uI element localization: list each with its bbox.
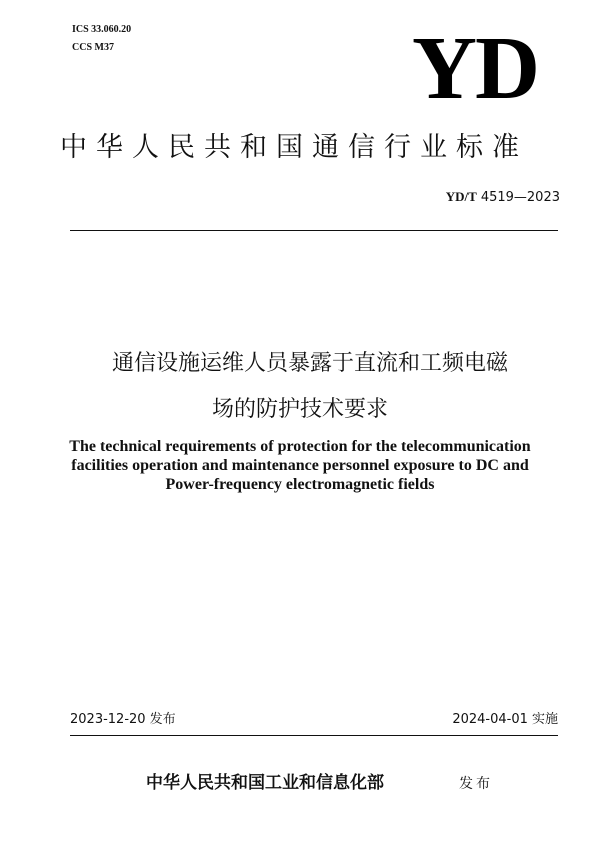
- ics-code: ICS 33.060.20: [72, 24, 132, 35]
- standard-number-prefix: YD/T: [445, 189, 477, 204]
- top-divider: [70, 230, 558, 231]
- english-title-line-2: facilities operation and maintenance personnel exposure to DC and: [71, 457, 529, 474]
- issue-label: 发布: [459, 776, 493, 792]
- english-title: [0, 437, 600, 494]
- chinese-title-line-1: 通信设施运维人员暴露于直流和工频电磁: [111, 351, 508, 376]
- standard-category-title: 中华人民共和国通信行业标准: [60, 132, 528, 163]
- english-title-line-3: Power-frequency electromagnetic fields: [165, 476, 435, 493]
- implementation-date: 2024-04-01 实施: [452, 712, 558, 727]
- publication-date: 2023-12-20 发布: [70, 712, 176, 727]
- bottom-divider: [70, 735, 558, 736]
- chinese-title-line-2: 场的防护技术要求: [211, 397, 388, 422]
- english-title-line-1: The technical requirements of protection for the telecommunication: [69, 438, 531, 455]
- issuing-authority: 中华人民共和国工业和信息化部: [146, 773, 384, 793]
- standard-number: [446, 189, 560, 206]
- yd-logo: YD: [412, 19, 538, 118]
- standard-number-value: 4519—2023: [480, 190, 560, 205]
- ccs-code: CCS M37: [72, 42, 114, 53]
